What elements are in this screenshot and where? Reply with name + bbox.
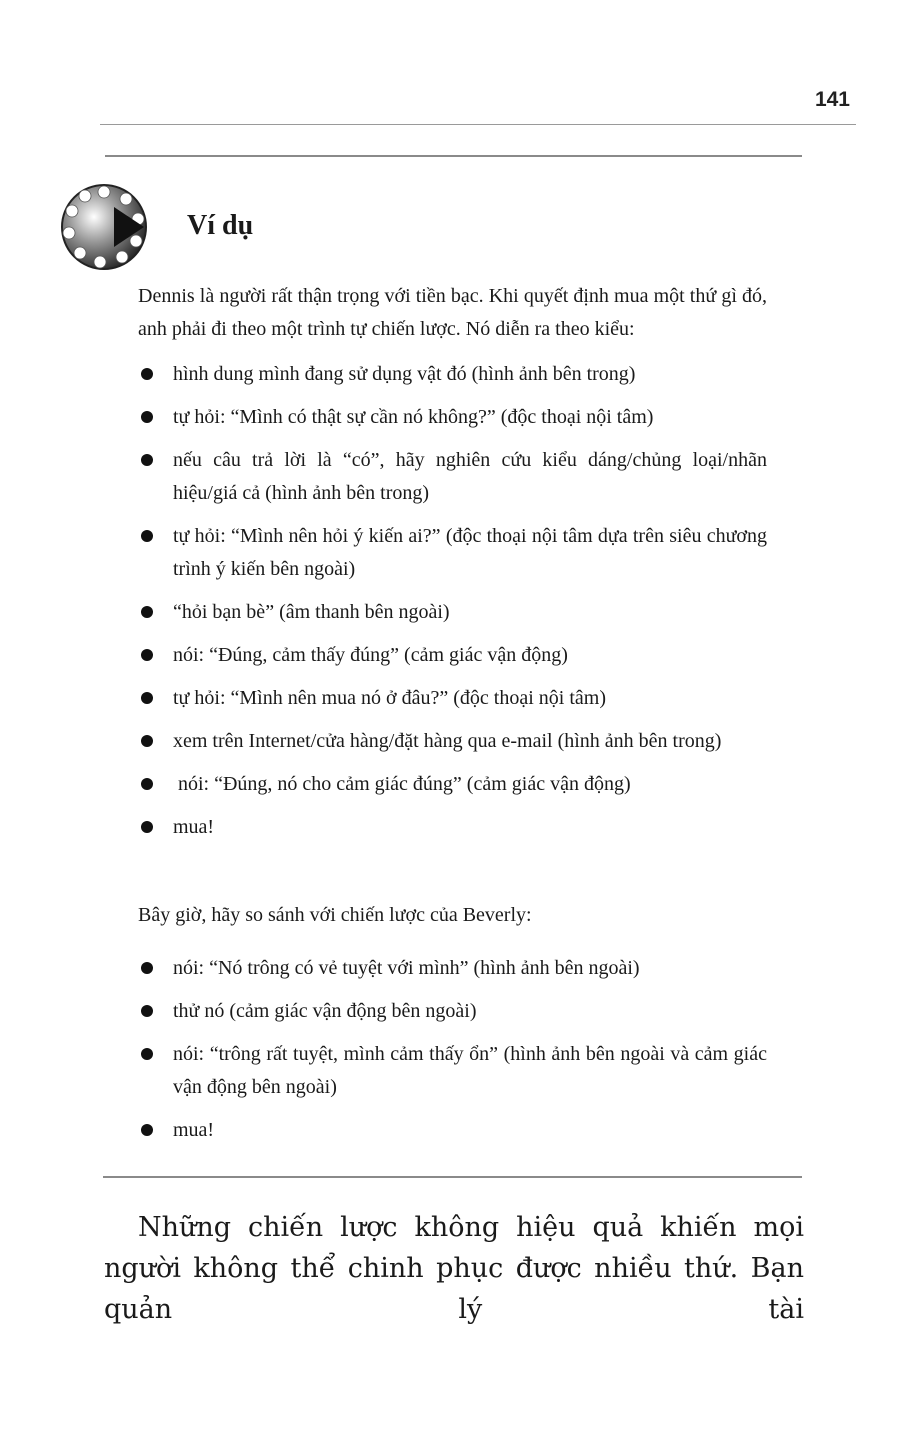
list-item bbox=[138, 444, 767, 510]
list-item bbox=[138, 1114, 767, 1147]
list-item bbox=[138, 952, 767, 985]
example-intro-text: Dennis là người rất thận trọng với tiền bạc. Khi quyết định mua một thứ gì đó, anh phải đi theo một trình tự chiến lược. Nó diễn ra theo kiểu: bbox=[138, 285, 767, 340]
film-reel-play-icon bbox=[60, 183, 148, 271]
bullet-icon bbox=[141, 778, 153, 790]
header-rule bbox=[100, 124, 856, 125]
bullet-icon bbox=[141, 606, 153, 618]
body-paragraph: Những chiến lược không hiệu quả khiến mọi người không thể chinh phục được nhiều thứ. Bạn quản lý tài bbox=[104, 1212, 804, 1325]
list-item-text: nói: “Đúng, cảm thấy đúng” (cảm giác vận động) bbox=[173, 644, 568, 666]
list-item bbox=[138, 811, 767, 844]
list-item bbox=[138, 401, 767, 434]
list-item bbox=[138, 520, 767, 586]
bullet-icon bbox=[141, 530, 153, 542]
bullet-icon bbox=[141, 735, 153, 747]
bullet-icon bbox=[141, 962, 153, 974]
bullet-icon bbox=[141, 692, 153, 704]
list-item bbox=[138, 1038, 767, 1104]
list-item-text: xem trên Internet/cửa hàng/đặt hàng qua e-mail (hình ảnh bên trong) bbox=[173, 730, 722, 752]
list-item-text: nói: “trông rất tuyệt, mình cảm thấy ổn” (hình ảnh bên ngoài và cảm giác vận động bên ngoài) bbox=[173, 1043, 767, 1098]
list-item-text: nói: “Đúng, nó cho cảm giác đúng” (cảm giác vận động) bbox=[173, 773, 631, 795]
list-item bbox=[138, 682, 767, 715]
list-item-text: mua! bbox=[173, 816, 215, 838]
list-item-text: tự hỏi: “Mình nên mua nó ở đâu?” (độc thoại nội tâm) bbox=[173, 687, 606, 709]
bullet-icon bbox=[141, 1124, 153, 1136]
example-heading: Ví dụ bbox=[187, 210, 254, 241]
bullet-icon bbox=[141, 411, 153, 423]
list-item bbox=[138, 596, 767, 629]
list-item bbox=[138, 639, 767, 672]
list-item bbox=[138, 725, 767, 758]
bullet-icon bbox=[141, 821, 153, 833]
page-number: 141 bbox=[814, 88, 850, 111]
beverly-strategy-list bbox=[138, 952, 767, 1157]
list-item bbox=[138, 358, 767, 391]
list-item-text: thử nó (cảm giác vận động bên ngoài) bbox=[173, 1000, 477, 1022]
list-item bbox=[138, 768, 767, 801]
bullet-icon bbox=[141, 454, 153, 466]
bullet-icon bbox=[141, 1005, 153, 1017]
bullet-icon bbox=[141, 1048, 153, 1060]
bullet-icon bbox=[141, 368, 153, 380]
list-item-text: nếu câu trả lời là “có”, hãy nghiên cứu kiểu dáng/chủng loại/nhãn hiệu/giá cả (hình ảnh bên trong) bbox=[173, 449, 767, 504]
list-item-text: tự hỏi: “Mình có thật sự cần nó không?” (độc thoại nội tâm) bbox=[173, 406, 654, 428]
list-item bbox=[138, 995, 767, 1028]
list-item-text: tự hỏi: “Mình nên hỏi ý kiến ai?” (độc thoại nội tâm dựa trên siêu chương trình ý kiến bên ngoài) bbox=[173, 525, 767, 580]
example-box-bottom-rule bbox=[103, 1176, 802, 1178]
comparison-transition-text: Bây giờ, hãy so sánh với chiến lược của Beverly: bbox=[138, 904, 532, 926]
bullet-icon bbox=[141, 649, 153, 661]
list-item-text: mua! bbox=[173, 1119, 215, 1141]
list-item-text: hình dung mình đang sử dụng vật đó (hình ảnh bên trong) bbox=[173, 363, 636, 385]
example-box-top-rule bbox=[105, 155, 802, 157]
dennis-strategy-list bbox=[138, 358, 767, 854]
list-item-text: “hỏi bạn bè” (âm thanh bên ngoài) bbox=[173, 601, 450, 623]
list-item-text: nói: “Nó trông có vẻ tuyệt với mình” (hình ảnh bên ngoài) bbox=[173, 957, 640, 979]
